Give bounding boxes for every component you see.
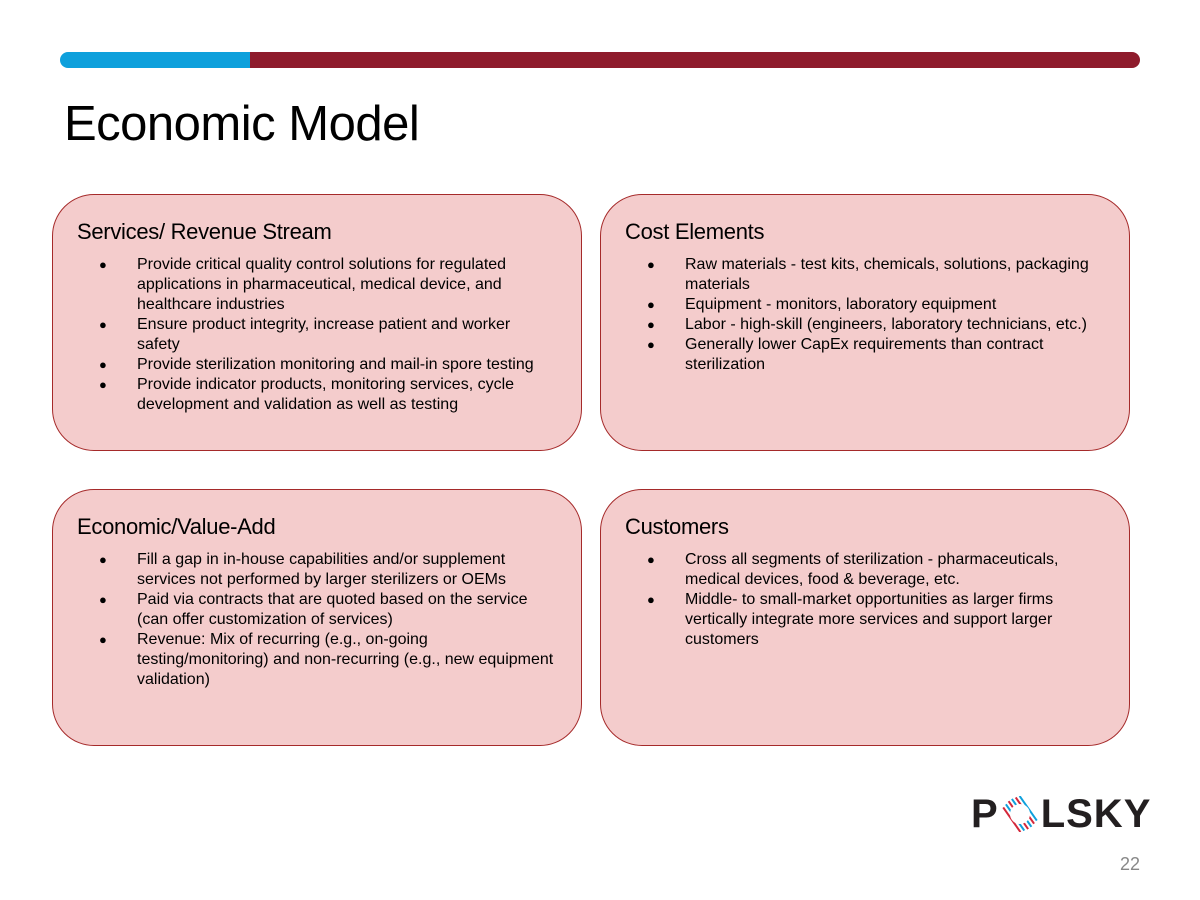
bullet-icon: ● (99, 377, 107, 392)
list-item: ● Raw materials - test kits, chemicals, solutions, packaging materials (647, 256, 1089, 293)
card-cost-elements (600, 194, 1130, 451)
card-heading: Economic/Value-Add (77, 514, 276, 539)
bullet-icon: ● (647, 257, 655, 272)
bullet-icon: ● (647, 317, 655, 332)
list-item: ● Fill a gap in in-house capabilities and/or supplement services not performed by larger sterilizers or OEMs (99, 551, 506, 588)
bullet-icon: ● (99, 592, 107, 607)
bullet-icon: ● (99, 632, 107, 647)
logo-letter-p: P (971, 792, 999, 836)
bullet-list (77, 550, 557, 690)
bullet-icon: ● (647, 297, 655, 312)
bullet-icon: ● (99, 357, 107, 372)
list-item: ● Provide sterilization monitoring and mail-in spore testing (99, 356, 534, 373)
bullet-icon: ● (647, 337, 655, 352)
list-item: ● Ensure product integrity, increase patient and worker safety (99, 316, 511, 353)
card-services-revenue-stream (52, 194, 582, 451)
polsky-logo (971, 794, 1151, 834)
list-item: ● Cross all segments of sterilization - pharmaceuticals, medical devices, food & beverage, etc. (647, 551, 1059, 588)
list-item: ● Provide critical quality control solutions for regulated applications in pharmaceutical, medical device, and healthcare industries (99, 256, 507, 313)
bullet-icon: ● (647, 592, 655, 607)
list-item: ● Paid via contracts that are quoted based on the service (can offer customization of services) (99, 591, 528, 628)
card-customers (600, 489, 1130, 746)
bullet-list (625, 550, 1105, 650)
bullet-list (625, 255, 1105, 375)
list-item: ● Labor - high-skill (engineers, laboratory technicians, etc.) (647, 316, 1087, 333)
card-heading: Cost Elements (625, 219, 765, 244)
list-item: ● Middle- to small-market opportunities as larger firms vertically integrate more services and support larger customers (647, 591, 1054, 648)
logo-o-icon (1002, 796, 1038, 832)
slide-title: Economic Model (64, 97, 420, 151)
top-accent-bar (60, 52, 1140, 68)
list-item: ● Generally lower CapEx requirements than contract sterilization (647, 336, 1044, 373)
logo-letters-lsky: LSKY (1040, 792, 1152, 836)
bullet-icon: ● (99, 257, 107, 272)
accent-bar-blue (60, 52, 250, 68)
card-economic-value-add (52, 489, 582, 746)
bullet-icon: ● (647, 552, 655, 567)
page-number: 22 (1119, 854, 1140, 874)
bullet-icon: ● (99, 552, 107, 567)
list-item: ● Equipment - monitors, laboratory equipment (647, 296, 997, 313)
bullet-list (77, 255, 557, 415)
card-heading: Services/ Revenue Stream (77, 219, 332, 244)
card-heading: Customers (625, 514, 729, 539)
bullet-icon: ● (99, 317, 107, 332)
accent-bar-red (232, 52, 1140, 68)
list-item: ● Provide indicator products, monitoring services, cycle development and validation as well as testing (99, 376, 515, 413)
list-item: ● Revenue: Mix of recurring (e.g., on-going testing/monitoring) and non-recurring (e.g., new equipment validation) (99, 631, 554, 688)
